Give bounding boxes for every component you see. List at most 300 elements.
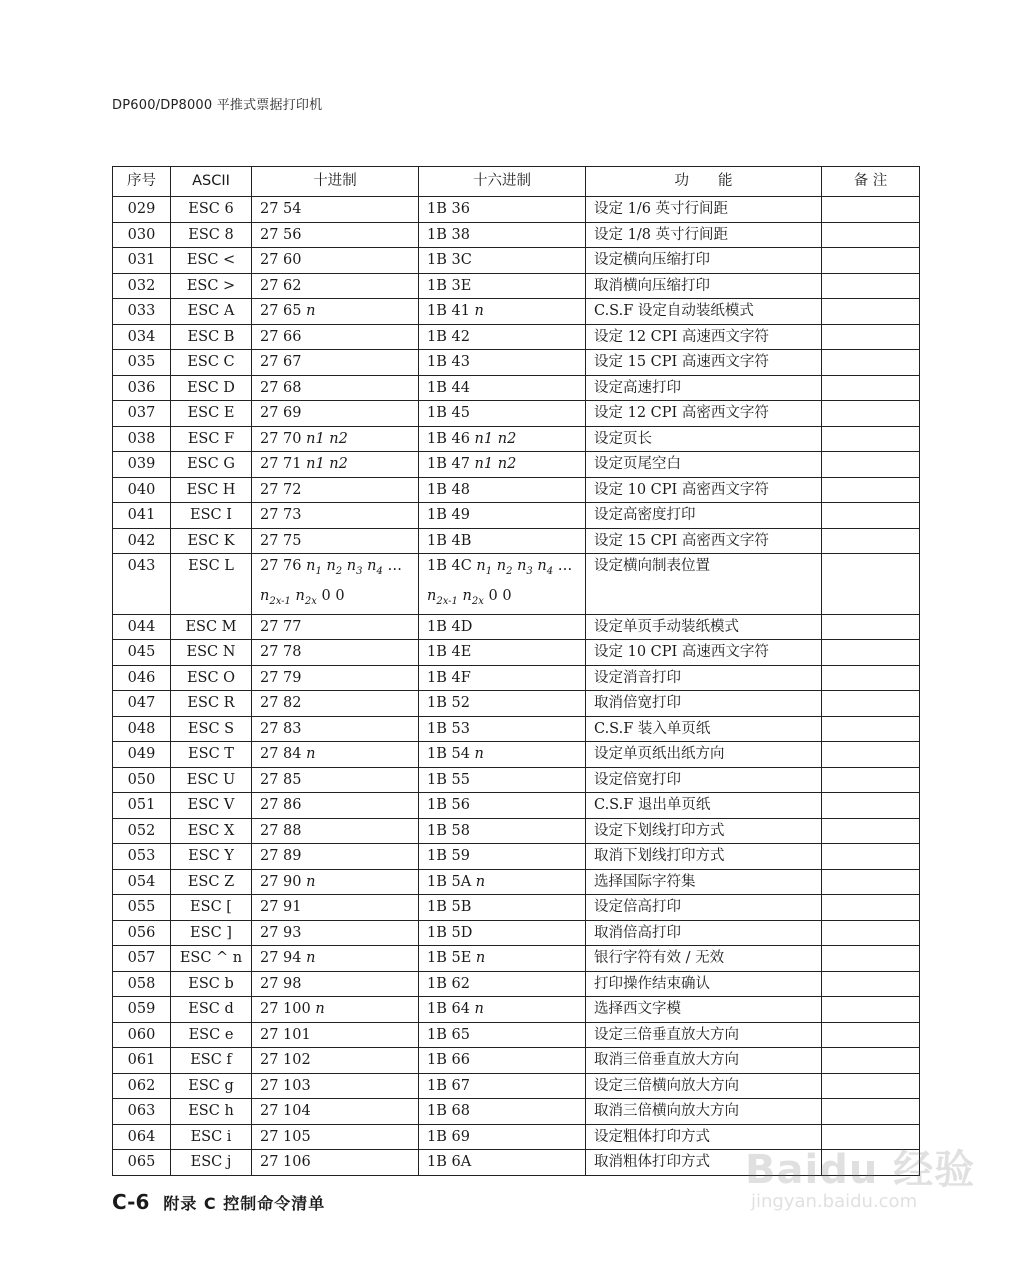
- cell-hex: [419, 716, 586, 742]
- cell-function: 设定粗体打印方式: [586, 1124, 822, 1150]
- cell-function: 取消下划线打印方式: [586, 844, 822, 870]
- arg-var: n: [367, 558, 377, 574]
- cell-hex-value: 1B 64: [427, 1001, 470, 1018]
- table-row: [113, 197, 920, 223]
- watermark-logo: Baidu 经验: [745, 1147, 976, 1193]
- cell-function: 设定三倍横向放大方向: [586, 1073, 822, 1099]
- cell-index: 030: [113, 222, 171, 248]
- cell-hex: [419, 197, 586, 223]
- watermark-url: jingyan.baidu.com: [751, 1191, 918, 1212]
- cell-hex-value: 1B 68: [427, 1103, 470, 1120]
- cell-index: 060: [113, 1022, 171, 1048]
- cell-function: 设定页尾空白: [586, 452, 822, 478]
- cell-ascii: ESC M: [171, 614, 252, 640]
- cell-ascii: ESC g: [171, 1073, 252, 1099]
- cell-decimal: [252, 716, 419, 742]
- cell-index: 042: [113, 528, 171, 554]
- cell-decimal-arg: n1 n2: [301, 456, 348, 472]
- cell-hex-value: 1B 67: [427, 1077, 470, 1094]
- cell-index: 049: [113, 742, 171, 768]
- cell-hex: [419, 691, 586, 717]
- arg-var: n: [462, 587, 472, 604]
- arg-sub: 2x: [471, 595, 484, 607]
- cell-index: 031: [113, 248, 171, 274]
- col-header-remark: 备 注: [822, 167, 920, 197]
- cell-decimal-value: 27 91: [260, 899, 302, 916]
- cell-decimal: [252, 640, 419, 666]
- table-row: [113, 844, 920, 870]
- cell-ascii: ESC e: [171, 1022, 252, 1048]
- watermark: [745, 1138, 975, 1212]
- cell-decimal: [252, 528, 419, 554]
- table-row: [113, 716, 920, 742]
- table-row: [113, 350, 920, 376]
- cell-decimal: [252, 554, 419, 615]
- cell-decimal-value: 27 54: [260, 201, 302, 217]
- cell-function: 取消粗体打印方式: [586, 1150, 822, 1176]
- cell-decimal: [252, 946, 419, 972]
- cell-function: C.S.F 装入单页纸: [586, 716, 822, 742]
- cell-decimal-value: 27 106: [260, 1154, 311, 1171]
- arg-tail: 0 0: [321, 587, 345, 604]
- cell-index: 039: [113, 452, 171, 478]
- cell-remark: [822, 614, 920, 640]
- table-row: [113, 273, 920, 299]
- cell-decimal: [252, 324, 419, 350]
- cell-function: 设定三倍垂直放大方向: [586, 1022, 822, 1048]
- col-header-index: 序号: [113, 167, 171, 197]
- cell-ascii: ESC j: [171, 1150, 252, 1176]
- table-row: [113, 299, 920, 325]
- cell-index: 050: [113, 767, 171, 793]
- arg-sub: 2x-1: [269, 595, 291, 607]
- cell-decimal: [252, 1048, 419, 1074]
- cell-ascii: ESC T: [171, 742, 252, 768]
- cell-decimal-arg: n1 n2: [301, 430, 348, 447]
- cell-function: 选择国际字符集: [586, 869, 822, 895]
- cell-hex-value: 1B 42: [427, 328, 470, 345]
- cell-hex-value: 1B 44: [427, 379, 470, 396]
- cell-ascii: ESC L: [171, 554, 252, 615]
- cell-hex: [419, 299, 586, 325]
- cell-index: 036: [113, 375, 171, 401]
- table-header-row: [113, 167, 920, 197]
- cell-decimal-value: 27 76: [260, 558, 302, 574]
- cell-ascii: ESC f: [171, 1048, 252, 1074]
- cell-decimal-value: 27 98: [260, 975, 302, 992]
- cell-hex-value: 1B 4E: [427, 644, 472, 661]
- cell-index: 034: [113, 324, 171, 350]
- cell-hex: [419, 793, 586, 819]
- cell-ascii: ESC >: [171, 273, 252, 299]
- cell-index: 064: [113, 1124, 171, 1150]
- cell-hex: [419, 222, 586, 248]
- cell-remark: [822, 248, 920, 274]
- cell-ascii: ESC Y: [171, 844, 252, 870]
- cell-function: 打印操作结束确认: [586, 971, 822, 997]
- cell-decimal-value: 27 70: [260, 430, 302, 447]
- cell-hex: [419, 1048, 586, 1074]
- cell-function: 设定高速打印: [586, 375, 822, 401]
- cell-hex: [419, 1150, 586, 1176]
- table-row: [113, 640, 920, 666]
- cell-decimal: [252, 452, 419, 478]
- cell-function: 设定 12 CPI 高密西文字符: [586, 401, 822, 427]
- cell-index: 052: [113, 818, 171, 844]
- cell-hex: [419, 946, 586, 972]
- cell-function: 设定 15 CPI 高密西文字符: [586, 528, 822, 554]
- cell-ascii: ESC D: [171, 375, 252, 401]
- arg-sub: 4: [546, 565, 554, 577]
- cell-function: 设定单页纸出纸方向: [586, 742, 822, 768]
- cell-decimal-value: 27 82: [260, 695, 302, 712]
- arg-sub: 1: [315, 565, 322, 577]
- cell-remark: [822, 299, 920, 325]
- cell-decimal: [252, 997, 419, 1023]
- cell-decimal: [252, 767, 419, 793]
- cell-function: 取消倍宽打印: [586, 691, 822, 717]
- cell-index: 044: [113, 614, 171, 640]
- cell-ascii: ESC G: [171, 452, 252, 478]
- cell-hex-value: 1B 65: [427, 1026, 470, 1043]
- cell-index: 053: [113, 844, 171, 870]
- cell-decimal-value: 27 67: [260, 354, 302, 370]
- cell-remark: [822, 971, 920, 997]
- table-row: [113, 401, 920, 427]
- cell-ascii: ESC 6: [171, 197, 252, 223]
- cell-ascii: ESC O: [171, 665, 252, 691]
- cell-hex: [419, 920, 586, 946]
- cell-decimal: [252, 691, 419, 717]
- cell-ascii: ESC I: [171, 503, 252, 529]
- cell-remark: [822, 222, 920, 248]
- table-row: [113, 818, 920, 844]
- cell-decimal-value: 27 104: [260, 1103, 311, 1120]
- table-row: [113, 222, 920, 248]
- cell-remark: [822, 997, 920, 1023]
- cell-hex-value: 1B 43: [427, 354, 470, 370]
- cell-hex-arg: n1 n2: [469, 456, 517, 472]
- arg-sub: 2: [506, 565, 513, 577]
- cell-hex-value: 1B 47: [427, 456, 470, 472]
- table-row: [113, 477, 920, 503]
- cell-decimal: [252, 503, 419, 529]
- cell-decimal-value: 27 105: [260, 1128, 311, 1145]
- cell-decimal-value: 27 73: [260, 507, 302, 523]
- cell-index: 048: [113, 716, 171, 742]
- cell-decimal-value: 27 62: [260, 277, 302, 294]
- table-row: [113, 1022, 920, 1048]
- arg-sub: 3: [526, 565, 533, 577]
- cell-remark: [822, 350, 920, 376]
- table-row: [113, 665, 920, 691]
- cell-remark: [822, 818, 920, 844]
- cell-decimal-value: 27 71: [260, 456, 302, 472]
- cell-decimal: [252, 742, 419, 768]
- cell-decimal-value: 27 86: [260, 797, 302, 814]
- cell-hex-value: 1B 36: [427, 201, 470, 217]
- cell-decimal-value: 27 103: [260, 1077, 311, 1094]
- cell-decimal-value: 27 69: [260, 405, 302, 421]
- cell-decimal-value: 27 94: [260, 950, 302, 967]
- cell-index: 056: [113, 920, 171, 946]
- cell-decimal-value: 27 65: [260, 303, 302, 319]
- cell-index: 054: [113, 869, 171, 895]
- cell-decimal: [252, 1022, 419, 1048]
- cell-hex-value: 1B 58: [427, 822, 470, 839]
- table-body: [113, 197, 920, 1176]
- table-row: [113, 503, 920, 529]
- cell-decimal: [252, 895, 419, 921]
- cell-remark: [822, 742, 920, 768]
- cell-ascii: ESC A: [171, 299, 252, 325]
- cell-hex: [419, 1099, 586, 1125]
- cell-remark: [822, 426, 920, 452]
- cell-index: 037: [113, 401, 171, 427]
- cell-function: 选择西文字模: [586, 997, 822, 1023]
- cell-decimal-value: 27 100: [260, 1001, 311, 1018]
- cell-ascii: ESC E: [171, 401, 252, 427]
- cell-ascii: ESC X: [171, 818, 252, 844]
- cell-decimal: [252, 477, 419, 503]
- cell-hex: [419, 767, 586, 793]
- cell-decimal: [252, 869, 419, 895]
- page-header: DP600/DP8000 平推式票据打印机: [112, 98, 323, 113]
- table-row: [113, 895, 920, 921]
- arg-var: n: [427, 587, 437, 604]
- cell-function: C.S.F 退出单页纸: [586, 793, 822, 819]
- table-row: [113, 997, 920, 1023]
- cell-decimal-value: 27 88: [260, 822, 302, 839]
- table-row: [113, 742, 920, 768]
- col-header-function: 功 能: [586, 167, 822, 197]
- cell-hex-value: 1B 66: [427, 1052, 470, 1069]
- cell-function: 设定横向制表位置: [586, 554, 822, 615]
- cell-remark: [822, 946, 920, 972]
- cell-decimal-value: 27 90: [260, 873, 302, 890]
- table-row: [113, 793, 920, 819]
- cell-hex-value: 1B 59: [427, 848, 470, 865]
- cell-decimal-value: 27 68: [260, 379, 302, 396]
- cell-function: 设定 1/8 英寸行间距: [586, 222, 822, 248]
- cell-remark: [822, 691, 920, 717]
- arg-ellipsis: …: [387, 558, 402, 574]
- cell-hex: [419, 375, 586, 401]
- arg-sub: 4: [376, 565, 383, 577]
- cell-hex-value: 1B 5A: [427, 873, 472, 890]
- cell-decimal: [252, 920, 419, 946]
- cell-decimal-arg: n: [301, 950, 316, 967]
- cell-ascii: ESC ^ n: [171, 946, 252, 972]
- table-row: [113, 375, 920, 401]
- cell-decimal: [252, 1124, 419, 1150]
- cell-ascii: ESC H: [171, 477, 252, 503]
- cell-decimal: [252, 401, 419, 427]
- arg-sub: 2: [335, 565, 343, 577]
- cell-decimal: [252, 248, 419, 274]
- cell-decimal-arg: n: [301, 746, 316, 763]
- cell-index: 047: [113, 691, 171, 717]
- cell-index: 043: [113, 554, 171, 615]
- cell-remark: [822, 503, 920, 529]
- cell-decimal: [252, 197, 419, 223]
- col-header-ascii: ASCII: [171, 167, 252, 197]
- cell-remark: [822, 375, 920, 401]
- cell-function: 设定单页手动装纸模式: [586, 614, 822, 640]
- table-row: [113, 426, 920, 452]
- cell-index: 051: [113, 793, 171, 819]
- cell-hex: [419, 971, 586, 997]
- cell-decimal-arg: n: [310, 1001, 325, 1018]
- cell-decimal-value: 27 89: [260, 848, 302, 865]
- cell-remark: [822, 324, 920, 350]
- cell-ascii: ESC 8: [171, 222, 252, 248]
- cell-decimal: [252, 1073, 419, 1099]
- cell-index: 057: [113, 946, 171, 972]
- cell-remark: [822, 197, 920, 223]
- cell-decimal-value: 27 93: [260, 924, 302, 941]
- cell-ascii: ESC B: [171, 324, 252, 350]
- cell-decimal: [252, 222, 419, 248]
- cell-decimal: [252, 793, 419, 819]
- cell-index: 055: [113, 895, 171, 921]
- cell-hex: [419, 640, 586, 666]
- cell-decimal-value: 27 60: [260, 252, 302, 268]
- cell-remark: [822, 273, 920, 299]
- cell-function: 设定横向压缩打印: [586, 248, 822, 274]
- cell-hex: [419, 1073, 586, 1099]
- cell-hex: [419, 350, 586, 376]
- arg-sub: 1: [485, 565, 493, 577]
- cell-hex-value: 1B 56: [427, 797, 470, 814]
- cell-hex: [419, 895, 586, 921]
- cell-hex: [419, 273, 586, 299]
- cell-function: 设定高密度打印: [586, 503, 822, 529]
- cell-decimal: [252, 614, 419, 640]
- cell-hex-value: 1B 3E: [427, 277, 472, 294]
- cell-hex: [419, 528, 586, 554]
- arg-tail: 0 0: [488, 587, 512, 604]
- cell-decimal-value: 27 102: [260, 1052, 311, 1069]
- cell-function: 设定 15 CPI 高速西文字符: [586, 350, 822, 376]
- cell-decimal: [252, 971, 419, 997]
- cell-index: 033: [113, 299, 171, 325]
- cell-hex-value: 1B 6A: [427, 1154, 472, 1171]
- cell-hex-value: 1B 54: [427, 746, 470, 763]
- cell-hex: [419, 844, 586, 870]
- arg-var: n: [295, 587, 305, 604]
- cell-index: 063: [113, 1099, 171, 1125]
- cell-ascii: ESC R: [171, 691, 252, 717]
- cell-hex-value: 1B 38: [427, 226, 470, 243]
- cell-hex-value: 1B 52: [427, 695, 470, 712]
- cell-hex-arg: n: [469, 303, 484, 319]
- cell-index: 040: [113, 477, 171, 503]
- cell-decimal: [252, 375, 419, 401]
- cell-decimal-arg: n: [301, 303, 316, 319]
- table-row: [113, 869, 920, 895]
- cell-decimal-value: 27 78: [260, 644, 302, 661]
- cell-function: 取消横向压缩打印: [586, 273, 822, 299]
- cell-remark: [822, 452, 920, 478]
- cell-decimal-value: 27 85: [260, 771, 302, 788]
- table-row: [113, 554, 920, 615]
- cell-decimal: [252, 1099, 419, 1125]
- cell-remark: [822, 1073, 920, 1099]
- cell-hex: [419, 324, 586, 350]
- cell-hex-value: 1B 5E: [427, 950, 472, 967]
- command-table: [112, 166, 920, 1176]
- cell-hex-value: 1B 4D: [427, 618, 473, 635]
- cell-ascii: ESC b: [171, 971, 252, 997]
- arg-var: n: [537, 558, 547, 574]
- cell-remark: [822, 477, 920, 503]
- cell-hex: [419, 554, 586, 615]
- table-row: [113, 971, 920, 997]
- cell-hex: [419, 614, 586, 640]
- cell-hex-value: 1B 5D: [427, 924, 473, 941]
- arg-var: n: [326, 558, 336, 574]
- cell-index: 058: [113, 971, 171, 997]
- cell-hex-value: 1B 69: [427, 1128, 470, 1145]
- cell-hex-arg: n: [471, 950, 486, 967]
- cell-ascii: ESC N: [171, 640, 252, 666]
- cell-index: 038: [113, 426, 171, 452]
- cell-function: C.S.F 设定自动装纸模式: [586, 299, 822, 325]
- cell-index: 065: [113, 1150, 171, 1176]
- cell-hex-arg: n: [469, 746, 484, 763]
- cell-ascii: ESC i: [171, 1124, 252, 1150]
- cell-remark: [822, 869, 920, 895]
- cell-decimal: [252, 844, 419, 870]
- cell-hex-value: 1B 4F: [427, 669, 471, 686]
- cell-function: 设定消音打印: [586, 665, 822, 691]
- cell-decimal-value: 27 77: [260, 618, 302, 635]
- table-row: [113, 1048, 920, 1074]
- table-row: [113, 920, 920, 946]
- cell-decimal-value: 27 83: [260, 720, 302, 737]
- cell-decimal: [252, 273, 419, 299]
- cell-remark: [822, 920, 920, 946]
- cell-ascii: ESC V: [171, 793, 252, 819]
- cell-ascii: ESC U: [171, 767, 252, 793]
- cell-remark: [822, 844, 920, 870]
- arg-var: n: [346, 558, 357, 574]
- cell-hex: [419, 452, 586, 478]
- cell-ascii: ESC <: [171, 248, 252, 274]
- cell-hex: [419, 503, 586, 529]
- cell-hex: [419, 248, 586, 274]
- cell-hex: [419, 426, 586, 452]
- cell-ascii: ESC K: [171, 528, 252, 554]
- cell-decimal-value: 27 84: [260, 746, 302, 763]
- table-row: [113, 691, 920, 717]
- table-row: [113, 248, 920, 274]
- arg-var: n: [496, 558, 507, 574]
- cell-function: 设定 10 CPI 高速西文字符: [586, 640, 822, 666]
- cell-function: 取消倍高打印: [586, 920, 822, 946]
- arg-ellipsis: …: [557, 558, 573, 574]
- cell-decimal-value: 27 101: [260, 1026, 311, 1043]
- cell-hex-value: 1B 4C: [427, 558, 472, 574]
- page-number: C-6: [112, 1190, 150, 1214]
- cell-decimal: [252, 1150, 419, 1176]
- cell-index: 059: [113, 997, 171, 1023]
- arg-sub: 2x: [304, 595, 317, 607]
- cell-decimal: [252, 665, 419, 691]
- page-footer: [112, 1190, 325, 1214]
- arg-var: n: [260, 587, 270, 604]
